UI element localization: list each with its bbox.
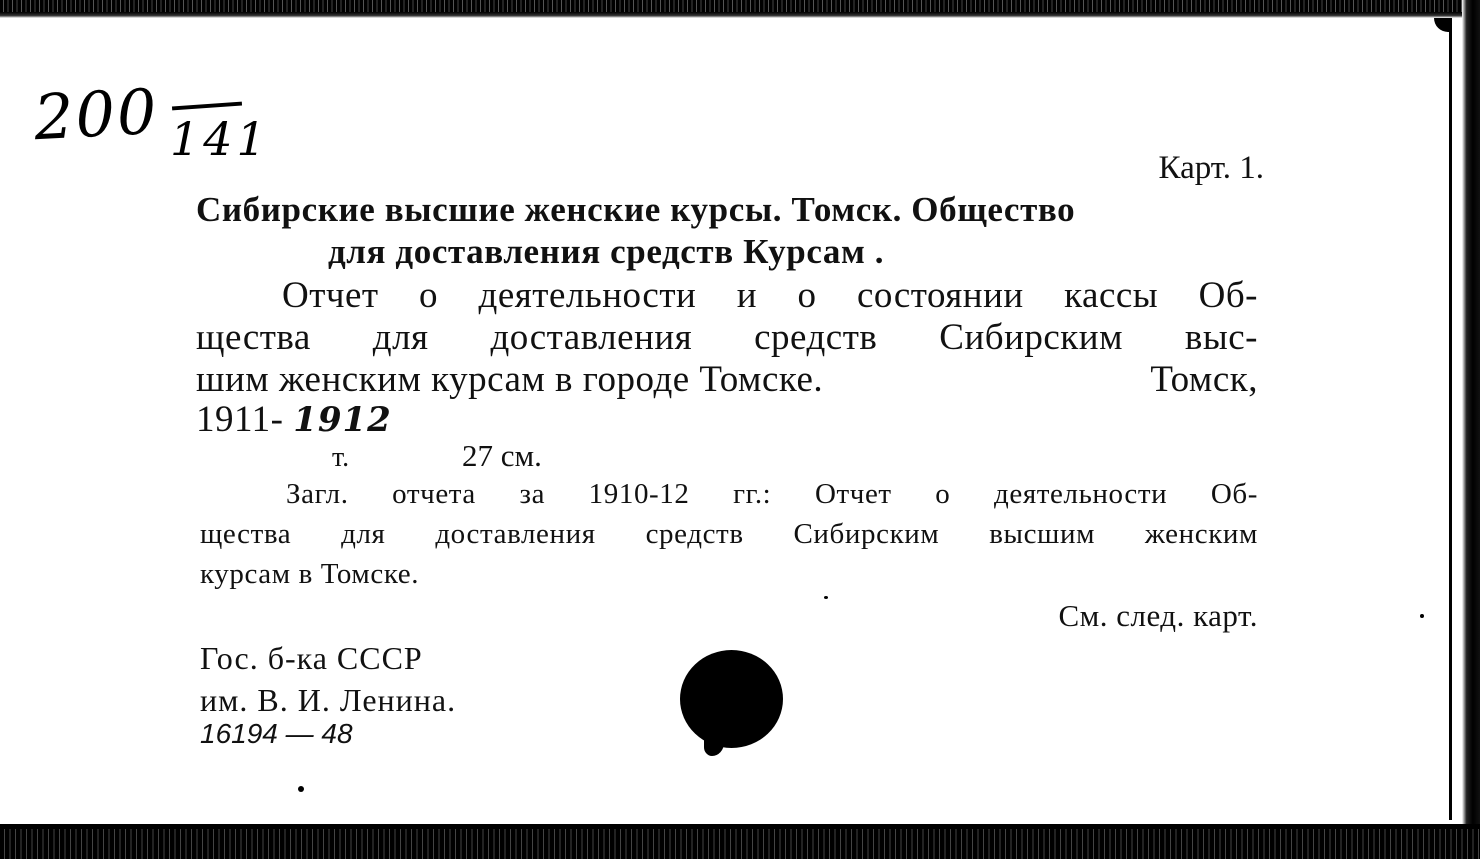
scanner-top-shadow: [0, 12, 1480, 18]
note-line-3: курсам в Томске.: [200, 558, 420, 590]
description-line-3: [196, 358, 823, 401]
description-line-2: щества для доставления средств Сибирским выс-: [196, 317, 1258, 358]
handwritten-overline-number: 141: [170, 112, 270, 166]
year-printed: 1911-: [196, 399, 284, 440]
description-line-1: Отчет о деятельности и о состоянии кассы Об-: [282, 275, 1258, 316]
card-corner: [1434, 18, 1452, 32]
punch-hole-tear: [704, 734, 724, 756]
publication-years: [196, 398, 392, 441]
ink-speck: [1420, 614, 1424, 618]
heading-line-1: Сибирские высшие женские курсы. Томск. Общество: [196, 190, 1076, 229]
handwritten-shelf-number: 200: [32, 74, 161, 155]
description-line-3-text: шим женским курсам в городе Томске.: [196, 359, 824, 400]
note-line-1: Загл. отчета за 1910-12 гг.: Отчет о деятельности Об-: [286, 478, 1258, 510]
publication-place: Томск,: [1150, 359, 1258, 400]
note-line-2: щества для доставления средств Сибирским высшим женским: [200, 518, 1258, 550]
library-name-line-1: Гос. б-ка СССР: [200, 640, 423, 676]
library-print-code: 16194 — 48: [200, 718, 353, 749]
library-name-line-2: им. В. И. Ленина.: [200, 682, 457, 718]
punch-hole: [680, 650, 783, 748]
ink-speck: [824, 596, 828, 599]
scanner-bottom-edge: [0, 829, 1480, 859]
card-right-edge: [1449, 20, 1452, 820]
heading-line-2: для доставления средств Курсам .: [328, 232, 885, 271]
year-handwritten: 1912: [293, 400, 392, 440]
continuation-note: См. след. карт.: [1058, 598, 1258, 633]
ink-speck: [298, 786, 304, 792]
scanner-top-edge: [0, 0, 1480, 12]
card-number: Карт. 1.: [1158, 150, 1264, 186]
volumes-label: т.: [332, 442, 350, 473]
scanner-right-edge: [1462, 0, 1480, 859]
size-label: 27 см.: [462, 438, 542, 473]
